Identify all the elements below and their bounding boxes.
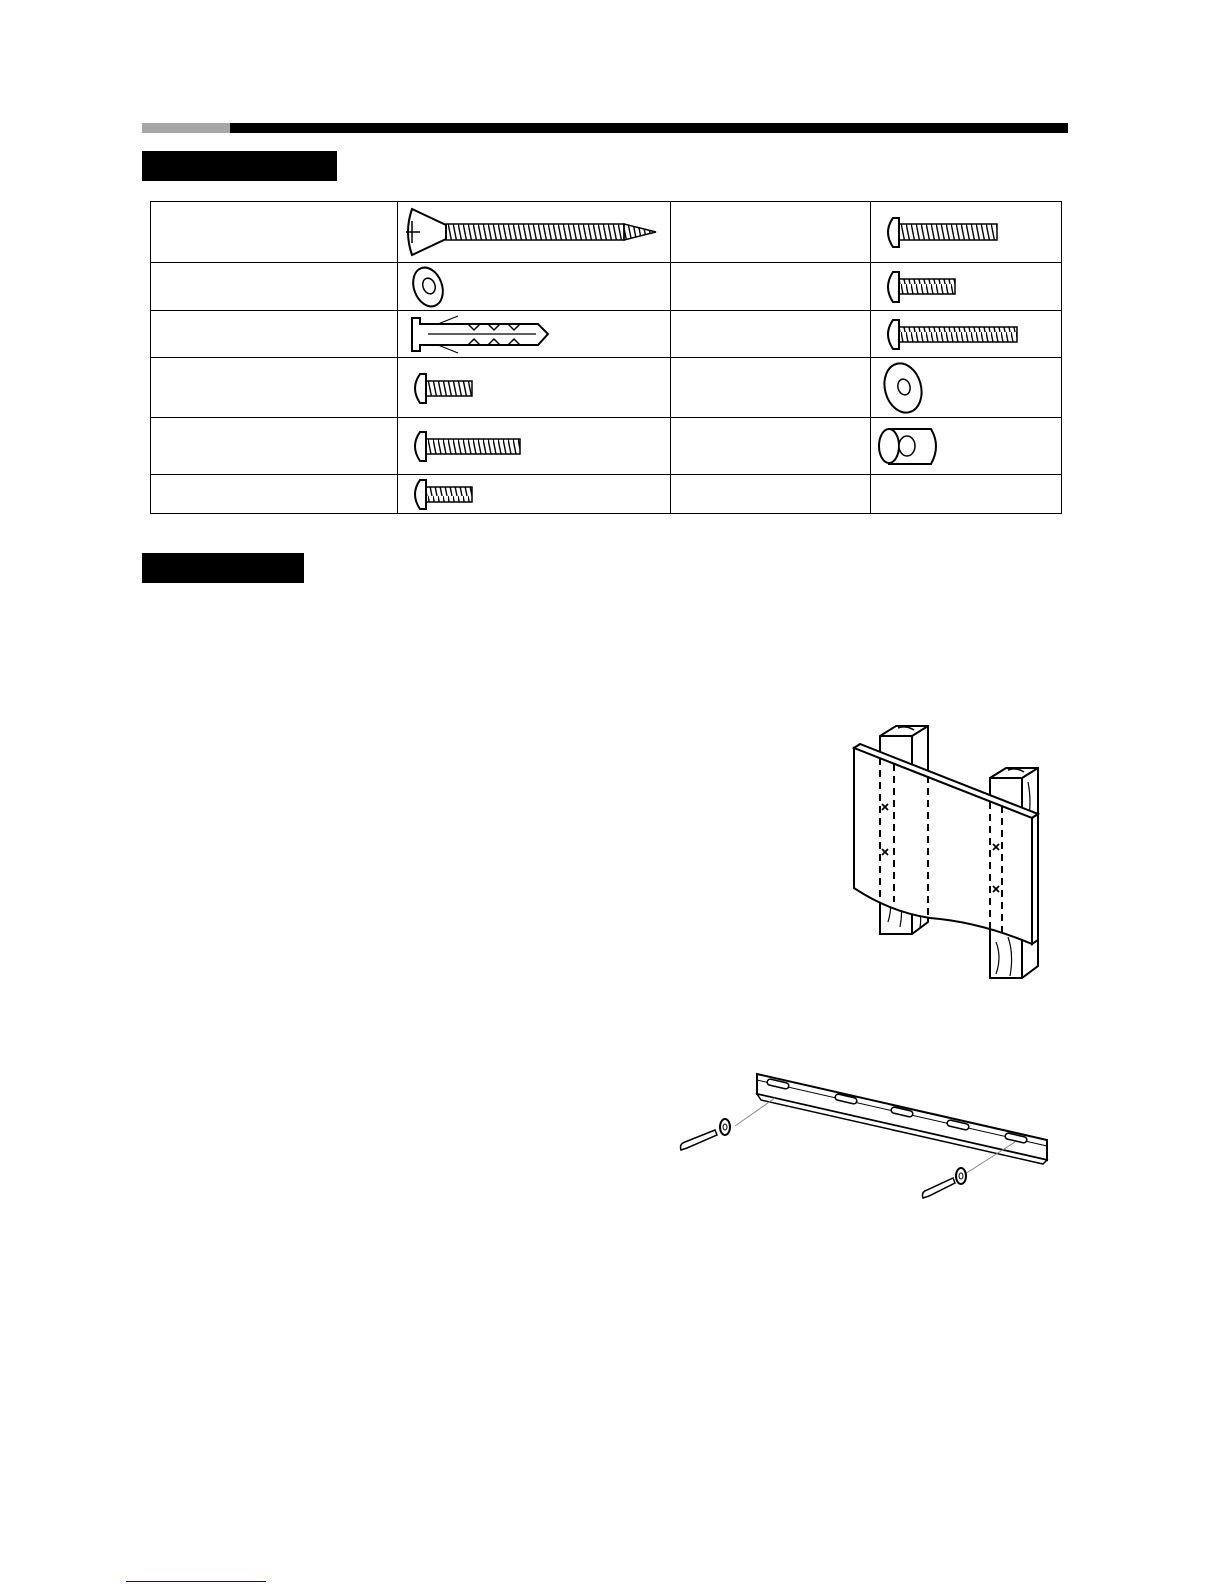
header-bar [230, 123, 1068, 133]
part-label [151, 263, 398, 311]
bolt-long-icon [398, 419, 668, 474]
wall-anchor-icon [398, 312, 668, 357]
part-label [151, 475, 398, 514]
wall-plate-mounting-illustration [675, 1068, 1055, 1208]
bolt-short-icon [398, 476, 668, 513]
table-row [151, 358, 1062, 418]
table-row [151, 418, 1062, 475]
table-row [151, 311, 1062, 358]
part-label [151, 311, 398, 358]
part-label [671, 418, 871, 475]
wood-screw-icon [398, 203, 668, 261]
bolt-medium-icon [871, 203, 1061, 261]
part-label [671, 263, 871, 311]
section-heading-installation [142, 553, 304, 583]
bolt-short-icon [398, 359, 668, 417]
table-row [151, 475, 1062, 514]
part-label [151, 202, 398, 263]
part-label [671, 311, 871, 358]
washer-large-icon [871, 359, 1061, 417]
section-heading-hardware [142, 151, 337, 181]
part-label [151, 418, 398, 475]
hardware-table [150, 201, 1062, 514]
part-label [671, 475, 871, 514]
part-label [671, 202, 871, 263]
part-label [151, 358, 398, 418]
wall-studs-illustration [850, 722, 1070, 984]
spacer-icon [871, 419, 1061, 474]
table-row [151, 202, 1062, 263]
table-row [151, 263, 1062, 311]
washer-small-icon [398, 264, 668, 310]
header-bar-accent [142, 123, 230, 133]
bolt-short-icon [871, 264, 1061, 310]
footer-link-underline[interactable] [126, 1581, 266, 1582]
bolt-long-icon [871, 312, 1061, 357]
part-label [671, 358, 871, 418]
